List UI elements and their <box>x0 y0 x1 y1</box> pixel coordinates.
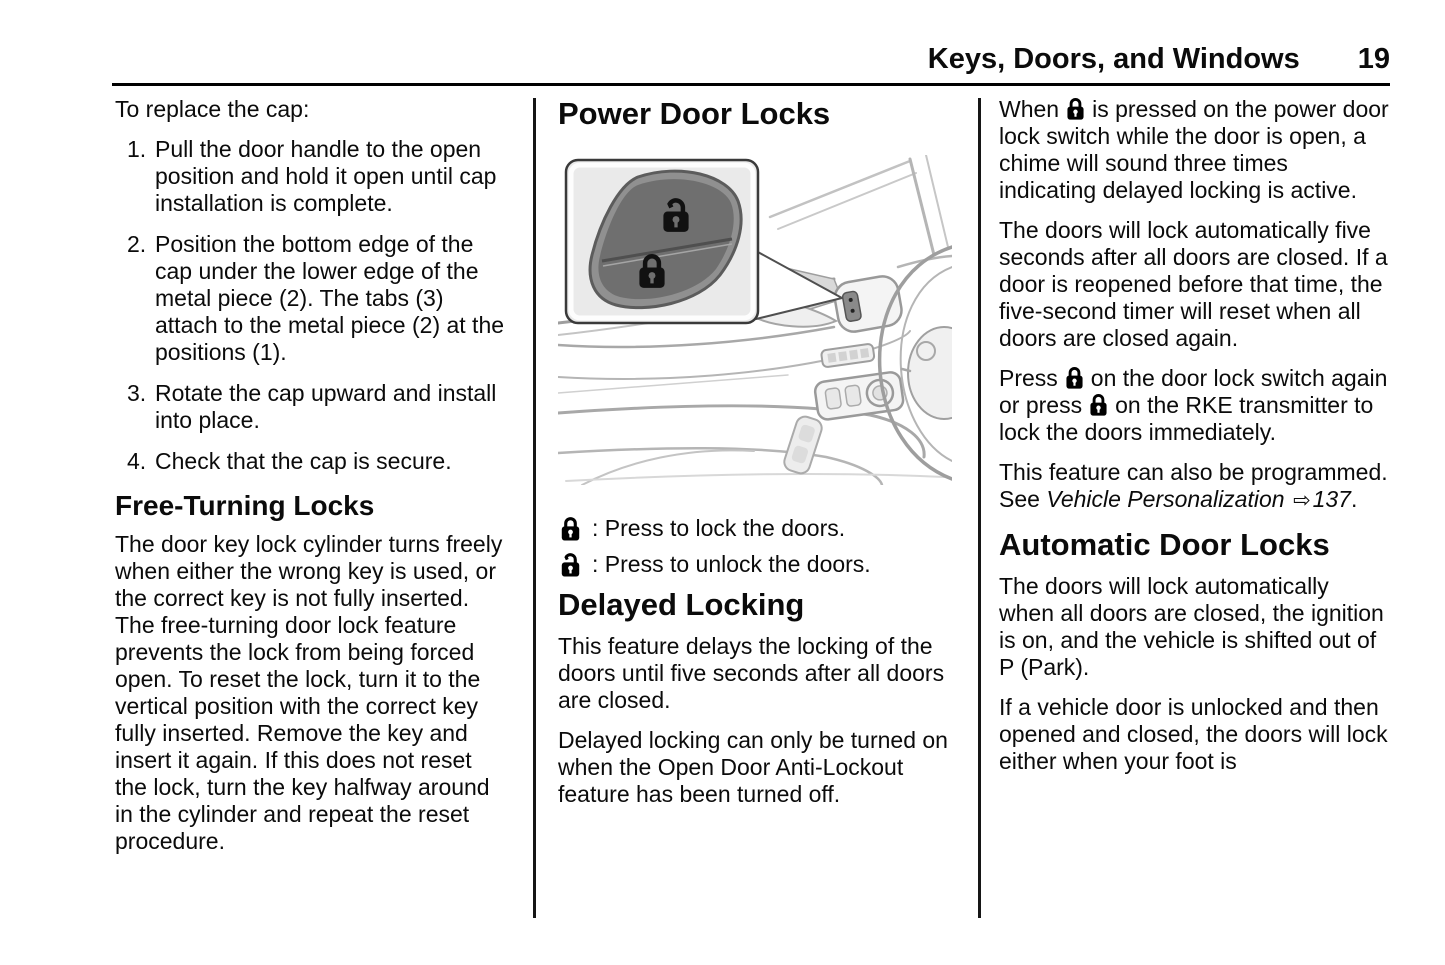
delayed-locking-chime-para <box>999 96 1390 204</box>
auto-lock-timer-para: The doors will lock automatically five seconds after all doors are closed. If a door is reopened before that time, the five-second timer will reset when all doors are closed again. <box>999 217 1388 351</box>
list-item <box>115 231 505 366</box>
replace-cap-steps <box>115 136 505 475</box>
section-heading-power-door-locks: Power Door Locks <box>558 96 831 131</box>
list-item <box>115 380 505 434</box>
list-item <box>115 448 505 475</box>
unlock-icon <box>558 551 583 578</box>
step-number: 2. <box>127 231 147 257</box>
lock-icon <box>1064 96 1087 121</box>
page-number: 19 <box>1357 43 1390 75</box>
reference-arrow-icon: ⇨ <box>1292 489 1311 512</box>
step-number: 4. <box>127 448 147 474</box>
content-columns <box>0 86 1445 918</box>
step-text: Position the bottom edge of the cap under the lower edge of the metal piece (2). The tabs (3) attach to the metal piece (2) at the positions (1). <box>155 231 505 365</box>
window-switch-strip <box>821 343 875 367</box>
paragraph-text: . <box>1350 486 1358 512</box>
lock-icon <box>1087 392 1110 417</box>
column-right <box>981 96 1390 918</box>
paragraph-text: is pressed on the power door lock switch while the door is open, a chime will sound three times indicating delayed locking is active. <box>999 96 1389 203</box>
lock-legend-text: : Press to lock the doors. <box>592 515 846 541</box>
free-turning-locks-body: The door key lock cylinder turns freely when either the wrong key is used, or the correct key is not fully inserted. The free-turning door lock feature prevents the lock from being forced open. To reset the lock, turn it to the vertical position with the correct key fully inserted. Remove the key and insert it again. If this does not reset the lock, turn the key halfway around in the cylinder and repeat the reset procedure. <box>115 531 503 854</box>
delayed-locking-para-2: Delayed locking can only be turned on when the Open Door Anti-Lockout feature has been turned off. <box>558 727 948 807</box>
delayed-locking-para-1: This feature delays the locking of the doors until five seconds after all doors are closed. <box>558 633 945 713</box>
power-door-lock-switch-inset <box>566 160 758 323</box>
paragraph-text: This feature can also be programmed. See <box>999 459 1388 512</box>
step-text: Pull the door handle to the open position and hold it open until cap installation is complete. <box>155 136 497 216</box>
automatic-door-locks-para-1: The doors will lock automatically when all doors are closed, the ignition is on, and the vehicle is shifted out of P (Park). <box>999 573 1384 680</box>
paragraph-text: on the RKE transmitter to lock the doors immediately. <box>999 392 1374 445</box>
reference-title: Vehicle Personalization <box>1046 486 1285 512</box>
page-header <box>0 0 1445 86</box>
section-heading-delayed-locking: Delayed Locking <box>558 587 805 622</box>
door-switch-stack <box>782 414 824 475</box>
chapter-title: Keys, Doors, and Windows <box>927 43 1300 75</box>
unlock-legend-text: : Press to unlock the doors. <box>592 551 871 577</box>
door-lock-switch <box>832 274 904 334</box>
door-panel-illustration <box>558 155 952 485</box>
paragraph-text: When <box>999 96 1060 122</box>
programming-reference-para <box>999 459 1390 514</box>
column-left <box>115 96 533 918</box>
column-middle <box>536 96 978 918</box>
section-heading-free-turning-locks: Free-Turning Locks <box>115 490 375 521</box>
intro-text: To replace the cap: <box>115 96 310 122</box>
reference-page: 137 <box>1312 486 1351 512</box>
unlock-legend-line <box>558 551 951 578</box>
step-text: Rotate the cap upward and install into place. <box>155 380 497 433</box>
lock-legend-line <box>558 515 951 542</box>
step-number: 3. <box>127 380 147 406</box>
lock-icon <box>1063 365 1086 390</box>
paragraph-text: Press <box>999 365 1058 391</box>
section-heading-automatic-door-locks: Automatic Door Locks <box>999 527 1330 562</box>
step-number: 1. <box>127 136 147 162</box>
paragraph-text: on the door lock switch again or press <box>999 365 1388 418</box>
list-item <box>115 136 505 217</box>
lock-immediately-para <box>999 365 1390 446</box>
lock-icon <box>558 515 583 542</box>
automatic-door-locks-para-2: If a vehicle door is unlocked and then opened and closed, the doors will lock either when your foot is <box>999 694 1388 774</box>
step-text: Check that the cap is secure. <box>155 448 452 474</box>
